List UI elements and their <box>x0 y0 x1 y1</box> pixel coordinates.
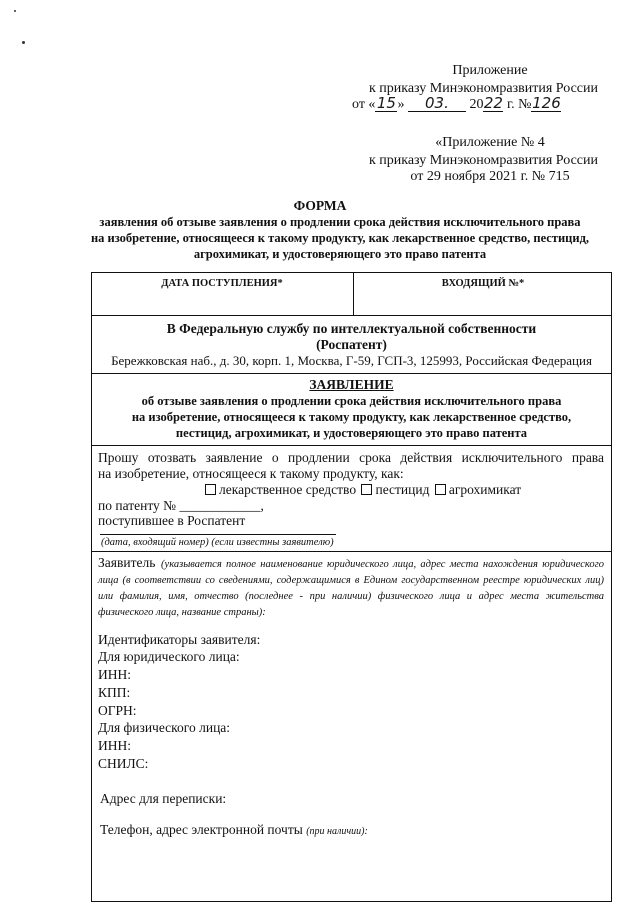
snils-field[interactable]: СНИЛС: <box>98 756 149 771</box>
addressee-address: Бережковская наб., д. 30, корп. 1, Москва, Г-59, ГСП-3, 125993, Российская Федерация <box>111 353 592 368</box>
statement-line-1: об отзыве заявления о продлении срока действия исключительного права <box>141 394 562 408</box>
pesticide-checkbox[interactable] <box>361 484 372 495</box>
day-close: » <box>397 97 405 112</box>
appendix-order: к приказу Минэкономразвития России <box>368 81 598 96</box>
scan-speck <box>22 41 25 44</box>
medicine-checkbox[interactable] <box>205 484 216 495</box>
year-handwritten: 22 <box>483 94 503 112</box>
month-handwritten: 03. <box>408 96 466 112</box>
row-divider <box>91 551 612 552</box>
phone-email-label: Телефон, адрес электронной почты <box>100 822 303 837</box>
date-prefix: от « <box>352 97 376 112</box>
applicant-block <box>98 554 604 620</box>
received-field-line[interactable] <box>100 534 336 535</box>
natural-person-label: Для физического лица: <box>98 720 231 735</box>
statement-line-2: на изобретение, относящееся к такому продукту, как лекарственное средство, <box>131 410 572 424</box>
contact-line[interactable] <box>100 821 580 839</box>
medicine-label: лекарственное средство <box>219 482 357 497</box>
received-note: (дата, входящий номер) (если известны заявителю) <box>101 537 334 548</box>
scan-speck <box>14 10 16 12</box>
statement-line-3: пестицид, агрохимикат, и удостоверяющего это право патента <box>175 426 528 440</box>
request-line-1: Прошу отозвать заявление о продлении срока действия исключительного права <box>98 450 604 465</box>
identifiers-label: Идентификаторы заявителя: <box>98 632 261 647</box>
inn-field[interactable]: ИНН: <box>98 667 131 682</box>
ogrn-field[interactable]: ОГРН: <box>98 703 137 718</box>
number-prefix: г. № <box>506 97 532 112</box>
applicant-note: (указывается полное наименование юридического лица, адрес места нахождения юридического лица (в соответствии со сведениями, содержащимися в Едином государственном реестре юридических лиц) или фамилия, имя, отчество (последнее - при наличии) физического лица и адрес места жительства физического лица, название страны): <box>98 559 604 618</box>
appendix-title: Приложение <box>452 63 528 78</box>
form-subtitle-2: на изобретение, относящееся к такому продукту, как лекарственное средство, пестицид, <box>90 231 590 245</box>
original-appendix-order: к приказу Минэкономразвития России <box>368 153 598 168</box>
day-handwritten: 15 <box>376 94 396 112</box>
form-heading: ФОРМА <box>293 198 347 213</box>
request-line-2: на изобретение, относящееся к такому продукту, как: <box>98 466 404 481</box>
original-appendix-title: «Приложение № 4 <box>435 135 545 150</box>
received-label: поступившее в Роспатент <box>98 513 246 528</box>
patent-number-field[interactable]: ____________, <box>179 498 264 513</box>
inn-person-field[interactable]: ИНН: <box>98 738 131 753</box>
statement-heading: ЗАЯВЛЕНИЕ <box>309 377 394 392</box>
legal-entity-label: Для юридического лица: <box>98 649 240 664</box>
form-subtitle-1: заявления об отзыве заявления о продлении срока действия исключительного права <box>99 215 581 229</box>
row-divider <box>91 445 612 446</box>
addressee-line-1: В Федеральную службу по интеллектуальной собственности <box>166 321 537 336</box>
receipt-date-label: ДАТА ПОСТУПЛЕНИЯ* <box>161 278 283 289</box>
form-subtitle-3: агрохимикат, и удостоверяющего это право патента <box>193 247 487 261</box>
original-appendix-date: от 29 ноября 2021 г. № 715 <box>410 169 570 184</box>
phone-email-note: (при наличии): <box>306 826 368 837</box>
patent-label: по патенту № <box>98 498 177 513</box>
year-prefix: 20 <box>469 97 484 112</box>
product-options <box>203 481 603 498</box>
kpp-field[interactable]: КПП: <box>98 685 131 700</box>
applicant-label: Заявитель <box>98 555 156 570</box>
receipt-incoming-label: ВХОДЯЩИЙ №* <box>441 278 525 289</box>
pesticide-label: пестицид <box>375 482 430 497</box>
row-divider <box>91 373 612 374</box>
agrochemical-checkbox[interactable] <box>435 484 446 495</box>
addressee-line-2: (Роспатент) <box>316 337 387 352</box>
number-handwritten: 126 <box>532 94 561 112</box>
correspondence-address-field[interactable]: Адрес для переписки: <box>100 791 227 806</box>
appendix-date-line <box>352 96 612 114</box>
agrochemical-label: агрохимикат <box>448 482 522 497</box>
row-divider <box>91 315 612 316</box>
